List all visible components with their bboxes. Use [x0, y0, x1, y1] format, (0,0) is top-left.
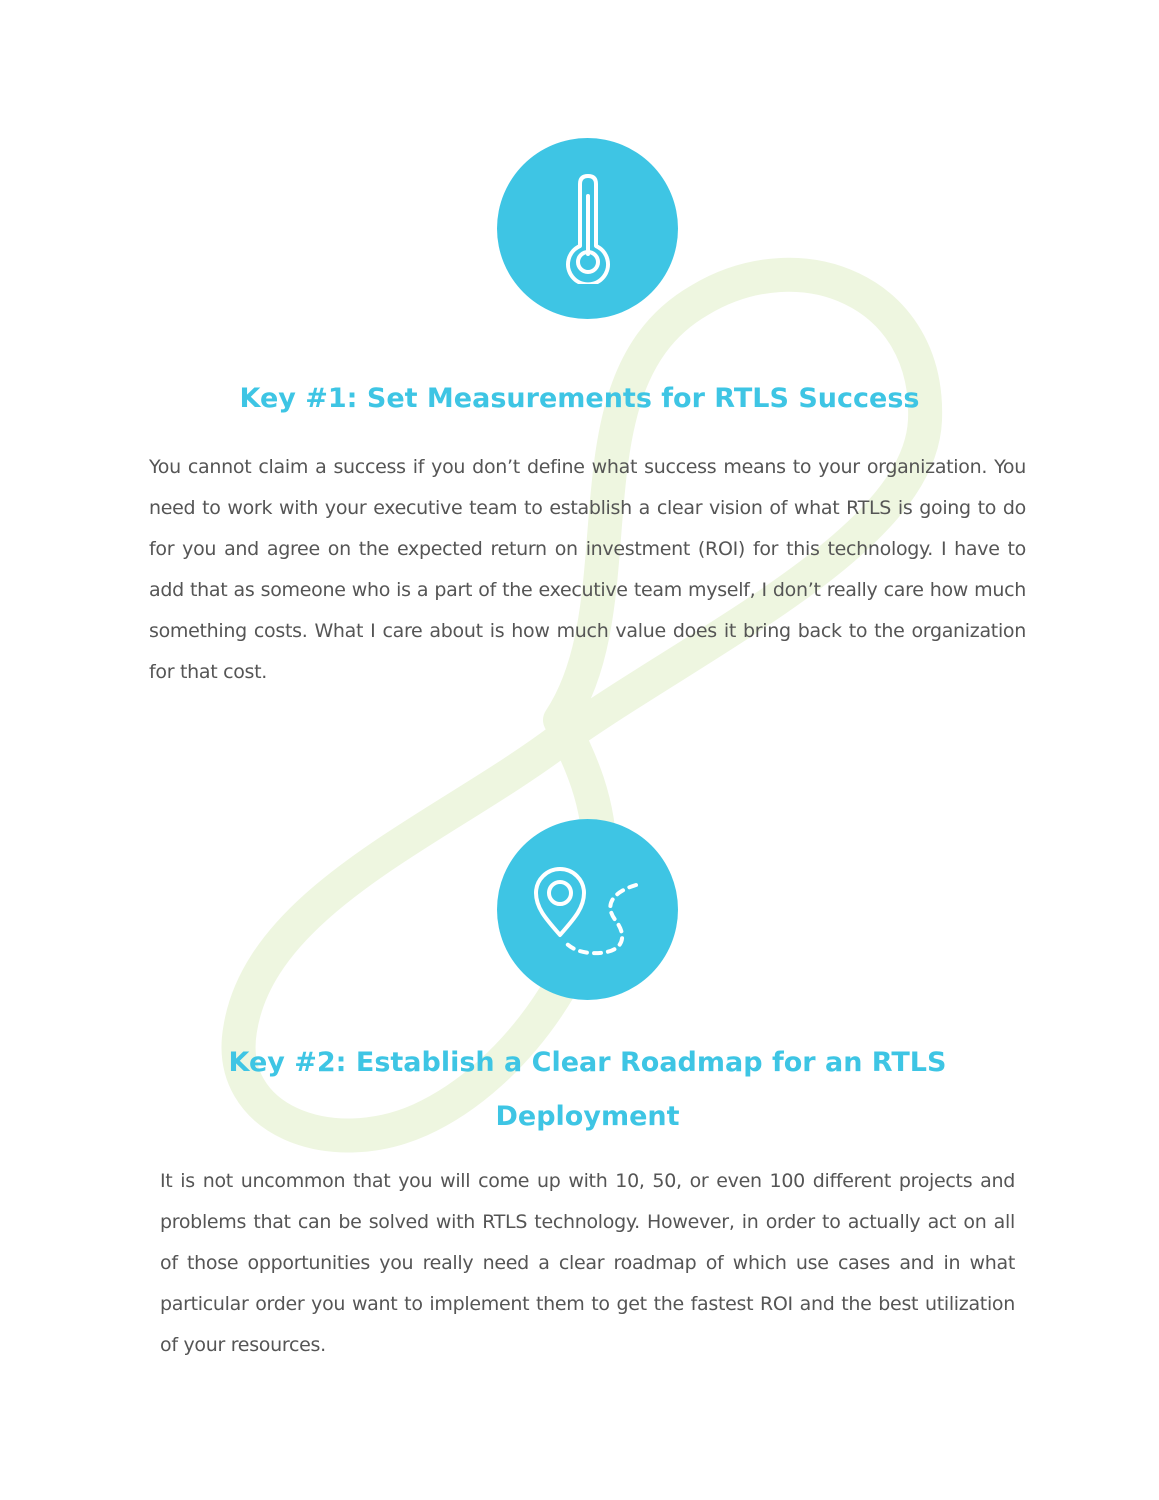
section-2-heading: Key #2: Establish a Clear Roadmap for an RTLS Deployment: [228, 1047, 947, 1132]
thermometer-icon-circle: [497, 138, 678, 319]
section-2-body: It is not uncommon that you will come up with 10, 50, or even 100 different projects and problems that can be solved with RTLS technology. However, in order to actually act on all of those opportunities you really need a clear roadmap of which use cases and in what particular order you want to implement them to get the fastest ROI and the best utilization of your resources.: [160, 1170, 1015, 1356]
thermometer-icon: [558, 174, 618, 284]
location-pin-route-icon-circle: [497, 819, 678, 1000]
location-pin-route-icon: [528, 855, 648, 965]
section-1-body: You cannot claim a success if you don’t define what success means to your organization. You need to work with your executive team to establish a clear vision of what RTLS is going to do for you and agree on the expected return on investment (ROI) for this technology. I have to add that as someone who is a part of the executive team myself, I don’t really care how much something costs. What I care about is how much value does it bring back to the organization for that cost.: [149, 456, 1026, 683]
section-1-heading: Key #1: Set Measurements for RTLS Success: [239, 383, 920, 414]
